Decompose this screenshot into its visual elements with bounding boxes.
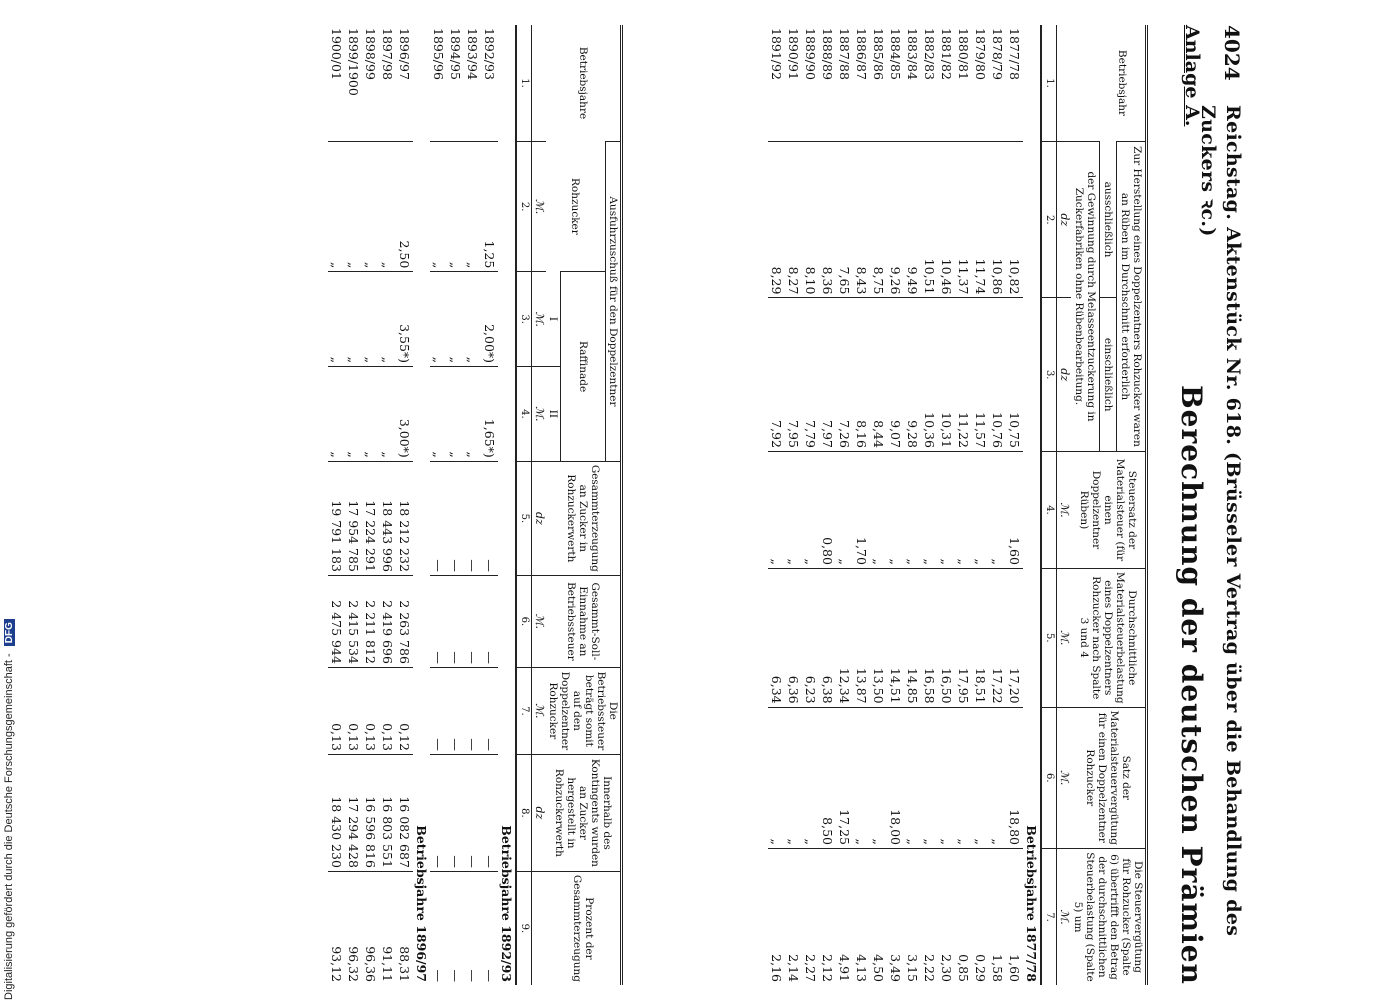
table-row	[802, 25, 819, 985]
col-year-header: Betriebsjahr	[1116, 49, 1129, 117]
table-cell: 18,80	[1006, 707, 1023, 848]
table-cell: 2,27	[802, 849, 819, 986]
column-number: 3.	[516, 272, 532, 367]
unit-cell	[1057, 25, 1072, 142]
unit-cell: ℳ.	[532, 272, 547, 367]
table-cell: 2,50	[396, 142, 413, 272]
unit-row	[532, 25, 547, 985]
table-cell: 8,50	[819, 707, 836, 848]
col-exclusive-header: ausschließlich	[1100, 142, 1116, 298]
table-cell: 0,13	[328, 667, 345, 754]
table-cell: 1891/92	[769, 28, 784, 80]
column-number: 5.	[1041, 568, 1057, 707]
section-heading-1892	[498, 25, 516, 985]
table-cell: 8,36	[819, 142, 836, 298]
unit-cell: ℳ.	[532, 667, 547, 754]
table-cell: 2 419 696	[379, 575, 396, 667]
table-cell: 8,75	[870, 142, 887, 298]
column-number-row	[1041, 25, 1057, 985]
col-refined-1-header: I	[547, 316, 559, 322]
table-cell: 1878/79	[990, 28, 1005, 80]
table-cell: 7,95	[785, 298, 802, 452]
table-row	[447, 25, 464, 985]
column-number: 7.	[1041, 849, 1057, 986]
table-row	[836, 25, 853, 985]
table-cell: „	[447, 272, 464, 367]
table-cell: 9,28	[904, 298, 921, 452]
col-beet-subheader: der Gewinnung durch Melasseentzuckerung in Zuckerfabriken ohne Rübenbearbeitung.	[1071, 142, 1100, 452]
table-cell: 7,65	[836, 142, 853, 298]
table-cell: 0,29	[972, 849, 989, 986]
table-cell: 10,51	[921, 142, 938, 298]
table-cell: 91,11	[379, 871, 396, 985]
table-row	[1006, 25, 1023, 985]
table-cell: 11,74	[972, 142, 989, 298]
table-cell: —	[430, 575, 447, 667]
table-cell: 7,79	[802, 298, 819, 452]
table-cell: 9,26	[887, 142, 904, 298]
table-cell: „	[430, 272, 447, 367]
table-cell: „	[836, 451, 853, 568]
table-cell: 10,31	[938, 298, 955, 452]
table-cell: „	[802, 451, 819, 568]
premium-table-1877	[768, 25, 1148, 985]
table-row	[430, 25, 447, 985]
table-cell: 88,31	[396, 871, 413, 985]
table-cell: 11,22	[955, 298, 972, 452]
table-cell: 8,29	[768, 142, 785, 298]
table-cell: 1894/95	[448, 28, 463, 80]
table-cell: 17 294 428	[345, 754, 362, 871]
table-cell: „	[464, 142, 481, 272]
table-cell: 4,91	[836, 849, 853, 986]
table-cell: 0,13	[345, 667, 362, 754]
unit-cell: ℳ.	[1057, 707, 1072, 848]
table-cell: 96,32	[345, 871, 362, 985]
table-cell: „	[362, 272, 379, 367]
unit-row	[1057, 25, 1072, 985]
table-cell: „	[802, 707, 819, 848]
table-cell: —	[464, 461, 481, 575]
col-inclusive-header: einschließlich	[1100, 298, 1116, 452]
table-cell: 2,00*)	[481, 272, 498, 367]
table-cell: 2 263 786	[396, 575, 413, 667]
table-cell: „	[921, 451, 938, 568]
table-cell: 16,50	[938, 568, 955, 707]
table-cell: 1900/01	[329, 28, 344, 80]
table-cell: 1898/99	[363, 28, 378, 80]
table-cell: „	[328, 367, 345, 462]
col-refined-group-header: Raffinade	[561, 272, 606, 461]
table-cell: 1,70	[853, 451, 870, 568]
table-cell: 1892/93	[482, 28, 497, 80]
table-cell: 14,85	[904, 568, 921, 707]
table-row	[853, 25, 870, 985]
col-excess-header: Die Steuervergütung für Rohzucker (Spalte 6) übertrifft den Betrag der durchschnittlichen Steuerbelastung (Spalte 5) um	[1071, 849, 1147, 986]
table-cell: „	[345, 142, 362, 272]
table-cell: „	[379, 367, 396, 462]
dfg-logo: DFG	[4, 619, 15, 646]
table-cell: „	[430, 142, 447, 272]
table-cell: „	[785, 707, 802, 848]
table-cell: „	[345, 367, 362, 462]
table-cell: „	[464, 367, 481, 462]
table-row	[887, 25, 904, 985]
table-cell: —	[447, 575, 464, 667]
table-cell: 9,49	[904, 142, 921, 298]
table-cell: 16 803 551	[379, 754, 396, 871]
column-number: 1.	[516, 25, 532, 142]
table-cell: 17 224 291	[362, 461, 379, 575]
table-cell: 1,60	[1006, 849, 1023, 986]
table-cell: 10,46	[938, 142, 955, 298]
table-cell: „	[768, 707, 785, 848]
table-cell: 18 443 996	[379, 461, 396, 575]
section-heading-text: Betriebsjahre 1896/97	[414, 825, 429, 982]
column-number: 3.	[1041, 298, 1057, 452]
table-cell: 1,65*)	[481, 367, 498, 462]
table-cell: 10,36	[921, 298, 938, 452]
table-cell: 4,50	[870, 849, 887, 986]
table-cell: —	[430, 754, 447, 871]
unit-cell: dz	[1057, 298, 1072, 452]
table-cell: 1,58	[989, 849, 1006, 986]
column-number: 6.	[1041, 707, 1057, 848]
table-cell: 2,30	[938, 849, 955, 986]
table-cell: „	[362, 367, 379, 462]
table-row	[870, 25, 887, 985]
unit-cell: ℳ.	[1057, 849, 1072, 986]
table-row	[904, 25, 921, 985]
table-row	[972, 25, 989, 985]
table-cell: 10,82	[1006, 142, 1023, 298]
column-number: 2.	[1041, 142, 1057, 298]
table-cell: 1877/78	[1007, 28, 1022, 80]
table-cell: 16 082 687	[396, 754, 413, 871]
table-cell: „	[887, 451, 904, 568]
table-cell: „	[379, 142, 396, 272]
table-cell: 1,60	[1006, 451, 1023, 568]
table-cell: „	[904, 451, 921, 568]
table-cell: 8,10	[802, 142, 819, 298]
dfg-credit-text: Digitalisierung gefördert durch die Deutsche Forschungsgemeinschaft -	[3, 653, 15, 1000]
table-cell: —	[447, 754, 464, 871]
col-quota-header: Innerhalb des Kontingents wurden an Zucker hergestellt in Rohzuckerwerth	[546, 754, 622, 871]
table-cell: 1882/83	[922, 28, 937, 80]
table-row	[379, 25, 396, 985]
table-cell: —	[481, 871, 498, 985]
column-number: 4.	[516, 367, 532, 462]
table-cell: 18 430 230	[328, 754, 345, 871]
table-row	[989, 25, 1006, 985]
annex-label: Anlage A.	[1181, 25, 1203, 127]
table-cell: 8,27	[785, 142, 802, 298]
table-cell: „	[362, 142, 379, 272]
table-cell: 13,87	[853, 568, 870, 707]
table-cell: 1886/87	[854, 28, 869, 80]
table-cell: 6,38	[819, 568, 836, 707]
page-number: 4024	[1220, 25, 1244, 81]
table-cell: 3,55*)	[396, 272, 413, 367]
table-cell: 7,92	[768, 298, 785, 452]
col-tax-per-dz-header: Die Betriebssteuer beträgt somit auf den Doppelzentner Rohzucker	[546, 667, 622, 754]
table-cell: —	[430, 667, 447, 754]
running-header	[1197, 25, 1248, 985]
table-cell: 3,49	[887, 849, 904, 986]
table-cell: 9,07	[887, 298, 904, 452]
table-cell: 2,16	[768, 849, 785, 986]
column-number: 1.	[1041, 25, 1057, 142]
column-number: 8.	[516, 754, 532, 871]
section-heading-1877	[1023, 25, 1041, 985]
table-cell: 2 211 812	[362, 575, 379, 667]
table-row	[955, 25, 972, 985]
table-cell: —	[464, 871, 481, 985]
table-cell: 16,58	[921, 568, 938, 707]
table-cell: 2,22	[921, 849, 938, 986]
table-cell: 8,44	[870, 298, 887, 452]
table-cell: 1887/88	[837, 28, 852, 80]
table-cell: „	[972, 707, 989, 848]
section-heading-text: Betriebsjahre 1892/93	[499, 825, 514, 982]
column-number: 6.	[516, 575, 532, 667]
unit-cell: ℳ.	[532, 575, 547, 667]
table-cell: —	[464, 667, 481, 754]
col-total-production-header: Gesammterzeugung an Zucker in Rohzuckerwerth	[546, 461, 622, 575]
unit-cell: ℳ.	[1057, 451, 1072, 568]
column-number-row	[516, 25, 532, 985]
unit-cell	[532, 871, 547, 985]
table-cell: —	[464, 754, 481, 871]
table-cell: „	[938, 451, 955, 568]
table-cell: 16 596 816	[362, 754, 379, 871]
table-cell: 10,86	[989, 142, 1006, 298]
table-cell: 10,75	[1006, 298, 1023, 452]
table-cell: „	[768, 451, 785, 568]
table-row	[345, 25, 362, 985]
table-row	[362, 25, 379, 985]
table-row	[328, 25, 345, 985]
table-row	[785, 25, 802, 985]
table-cell: 6,34	[768, 568, 785, 707]
table-cell: 1880/81	[956, 28, 971, 80]
table-cell: „	[853, 707, 870, 848]
table-cell: —	[464, 575, 481, 667]
table-cell: 1884/85	[888, 28, 903, 80]
table-cell: 8,16	[853, 298, 870, 452]
table-cell: „	[955, 451, 972, 568]
table-cell: 2 415 534	[345, 575, 362, 667]
table-cell: 1893/94	[465, 28, 480, 80]
table-cell: 96,36	[362, 871, 379, 985]
table-cell: 1897/98	[380, 28, 395, 80]
rotated-page-content	[0, 25, 1248, 985]
table-cell: 17,20	[1006, 568, 1023, 707]
column-number: 2.	[516, 142, 532, 272]
unit-cell: ℳ.	[532, 367, 547, 462]
table-cell: 17 954 785	[345, 461, 362, 575]
table-cell: „	[785, 451, 802, 568]
table-cell: „	[989, 707, 1006, 848]
page-title: Berechnung der deutschen Prämien	[1175, 385, 1208, 985]
table-cell: „	[328, 142, 345, 272]
unit-cell: dz	[532, 461, 547, 575]
table-cell: 18 212 232	[396, 461, 413, 575]
table-cell: 6,36	[785, 568, 802, 707]
dfg-credit	[3, 5, 19, 1000]
section-heading-text: Betriebsjahre 1877/78	[1024, 825, 1039, 982]
col-avg-burden-header: Durchschnittliche Materialsteuerbelastung eines Doppelzentners Rohzucker nach Spalte 3 und 4	[1071, 568, 1147, 707]
table-cell: „	[447, 142, 464, 272]
col-refined-2-header: II	[546, 367, 561, 462]
table-cell: „	[870, 451, 887, 568]
table-row	[938, 25, 955, 985]
unit-cell: dz	[532, 754, 547, 871]
table-cell: 17,95	[955, 568, 972, 707]
unit-cell: ℳ.	[1057, 568, 1072, 707]
table-cell: „	[379, 272, 396, 367]
table-cell: —	[447, 667, 464, 754]
col-beet-group-header: Zur Herstellung eines Doppelzentners Rohzucker waren an Rüben im Durchschnitt erforderlich	[1116, 142, 1146, 452]
table-cell: 13,50	[870, 568, 887, 707]
table-cell: 7,26	[836, 298, 853, 452]
col-year-spacer	[1071, 25, 1100, 142]
table-cell: „	[972, 451, 989, 568]
table-cell: „	[447, 367, 464, 462]
table-cell: 0,12	[396, 667, 413, 754]
table-cell: —	[430, 461, 447, 575]
table-cell: „	[938, 707, 955, 848]
table-row	[768, 25, 785, 985]
table-row	[396, 25, 413, 985]
table-cell: 0,85	[955, 849, 972, 986]
table-cell: „	[904, 707, 921, 848]
running-title: Reichstag. Aktenstück Nr. 618. (Brüsseler Vertrag über die Behandlung des Zuckers ꝛc.)	[1197, 105, 1244, 937]
table-cell: 3,00*)	[396, 367, 413, 462]
table-cell: 18,00	[887, 707, 904, 848]
table-cell: „	[870, 707, 887, 848]
table-cell: „	[430, 367, 447, 462]
table-row	[481, 25, 498, 985]
table-cell: 1896/97	[397, 28, 412, 80]
col-tax-rate-header: Steuersatz der Materialsteuer (für einen Doppelzentner Rüben)	[1071, 451, 1147, 568]
table-row	[464, 25, 481, 985]
table-cell: —	[481, 667, 498, 754]
table-cell: „	[989, 451, 1006, 568]
col-tax-revenue-header: Gesammt-Soll-Einnahme an Betriebssteuer	[546, 575, 622, 667]
table-cell: 1885/86	[871, 28, 886, 80]
table-row	[819, 25, 836, 985]
table-cell: „	[955, 707, 972, 848]
table-cell: 1899/1900	[346, 28, 361, 96]
col-refund-rate-header: Satz der Materialsteuervergütung für einen Doppelzentner Rohzucker	[1071, 707, 1147, 848]
table-cell: „	[464, 272, 481, 367]
unit-cell: ℳ.	[532, 142, 547, 272]
table-cell: „	[345, 272, 362, 367]
unit-cell	[532, 25, 547, 142]
column-number: 9.	[516, 871, 532, 985]
table-cell: 3,15	[904, 849, 921, 986]
table-cell: 7,97	[819, 298, 836, 452]
table-cell: 1881/82	[939, 28, 954, 80]
table-cell: 1879/80	[973, 28, 988, 80]
table-cell: „	[921, 707, 938, 848]
col-years-header: Betriebsjahre	[577, 46, 589, 120]
col-raw-sugar-header: Rohzucker	[569, 178, 582, 235]
table-cell: —	[447, 461, 464, 575]
table-cell: —	[430, 871, 447, 985]
table-cell: 14,51	[887, 568, 904, 707]
table-cell: 17,25	[836, 707, 853, 848]
table-cell: 1883/84	[905, 28, 920, 80]
table-cell: 2 475 944	[328, 575, 345, 667]
table-cell: 1,25	[481, 142, 498, 272]
table-cell: 4,13	[853, 849, 870, 986]
column-number: 4.	[1041, 451, 1057, 568]
column-number: 7.	[516, 667, 532, 754]
col-percent-header: Prozent der Gesammterzeugung	[546, 871, 622, 985]
table-cell: 0,80	[819, 451, 836, 568]
table-row	[921, 25, 938, 985]
table-cell: 18,51	[972, 568, 989, 707]
table-cell: 93,12	[328, 871, 345, 985]
col-export-group-header: Ausfuhrzuschuß für den Doppelzentner	[606, 142, 622, 462]
table-cell: 8,43	[853, 142, 870, 298]
table-cell: 10,76	[989, 298, 1006, 452]
table-cell: —	[481, 461, 498, 575]
table-cell: 1888/89	[820, 28, 835, 80]
table-cell: 19 791 183	[328, 461, 345, 575]
table-cell: 2,14	[785, 849, 802, 986]
unit-cell: dz	[1057, 142, 1072, 298]
table-cell: 11,57	[972, 298, 989, 452]
table-cell: —	[447, 871, 464, 985]
table-cell: 1890/91	[786, 28, 801, 80]
premium-table-1892	[328, 25, 623, 985]
table-cell: —	[481, 575, 498, 667]
table-cell: 0,13	[379, 667, 396, 754]
table-cell: 2,12	[819, 849, 836, 986]
table-cell: 0,13	[362, 667, 379, 754]
table-cell: 17,22	[989, 568, 1006, 707]
table-cell: „	[328, 272, 345, 367]
table-cell: 1895/96	[431, 28, 446, 80]
section-heading-1896	[413, 25, 430, 985]
table-cell: 12,34	[836, 568, 853, 707]
column-number: 5.	[516, 461, 532, 575]
table-cell: 11,37	[955, 142, 972, 298]
table-cell: —	[481, 754, 498, 871]
table-cell: 6,23	[802, 568, 819, 707]
table-cell: 1889/90	[803, 28, 818, 80]
